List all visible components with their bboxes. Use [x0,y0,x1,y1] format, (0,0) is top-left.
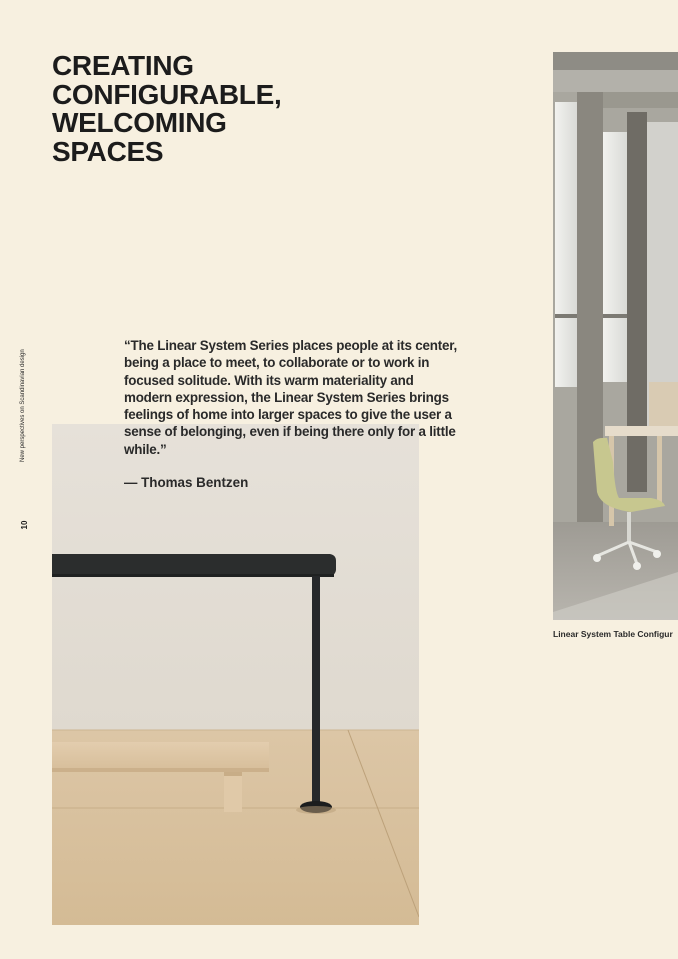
table-photo-illustration [52,424,419,925]
interior-photo-illustration [553,52,678,620]
table-photo [52,424,419,925]
headline-line: CREATING [52,50,194,81]
side-label: New perspectives on Scandinavian design [20,349,26,462]
interior-photo [553,52,678,620]
page-number: 10 [20,520,29,530]
headline-line: WELCOMING [52,107,227,138]
quote [124,337,464,491]
quote-author: — Thomas Bentzen [124,475,249,491]
headline [52,52,281,166]
headline-line: CONFIGURABLE, [52,78,282,110]
headline-line: SPACES [52,135,164,167]
interior-photo-caption: Linear System Table Configur [553,629,673,639]
quote-text: “The Linear System Series places people at its center, being a place to meet, to collaborate or to work in focused solitude. With its warm materiality and modern expression, the Linear System Series brings feelings of home into larger spaces to give the user a sense of belonging, even if being there only for a little while.” [124,338,458,457]
